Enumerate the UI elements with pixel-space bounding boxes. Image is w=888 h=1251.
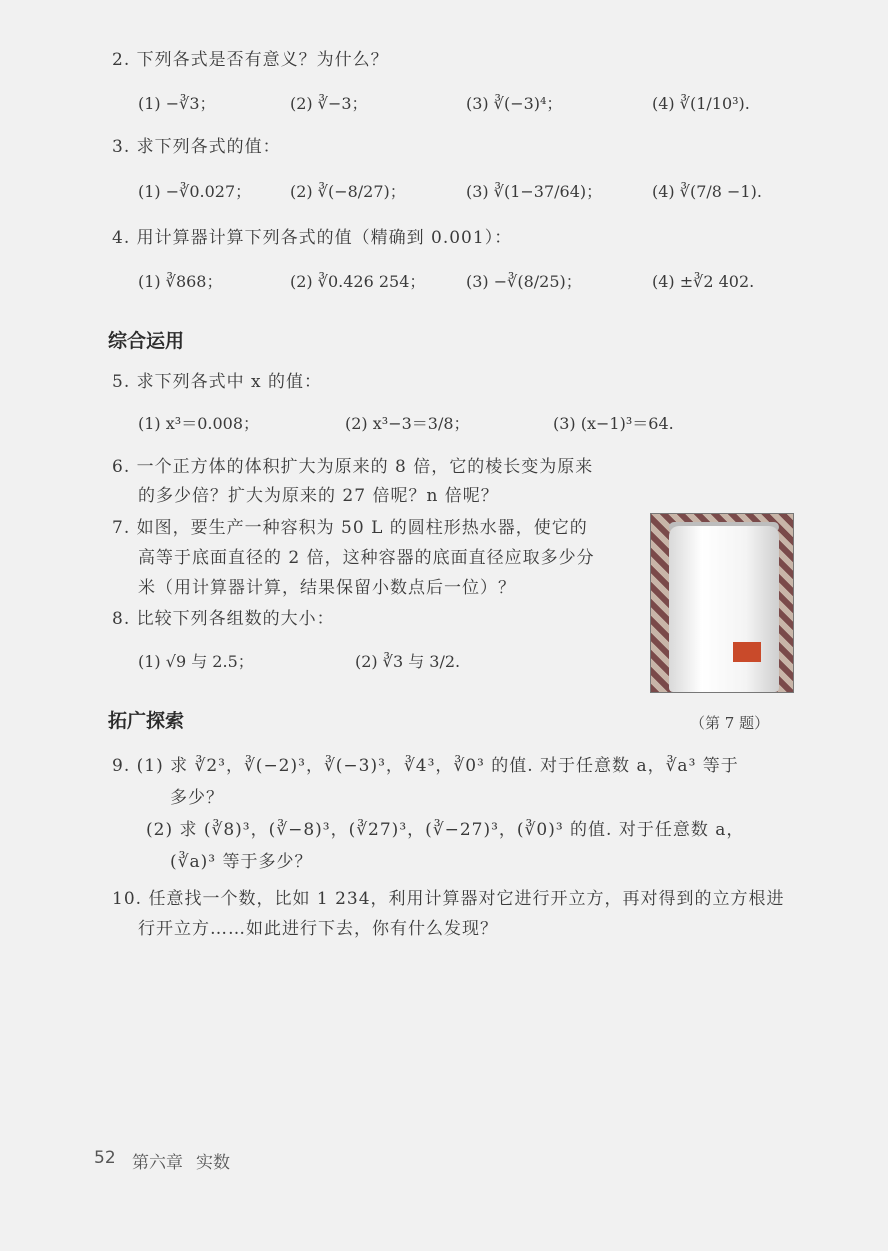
problem-2-item-1: (1) −∛3； bbox=[138, 94, 216, 113]
problem-5-item-2: (2) x³−3＝3/8； bbox=[345, 414, 470, 433]
problem-5-item-3: (3) (x−1)³＝64. bbox=[553, 414, 674, 433]
tank-label-shape bbox=[733, 642, 761, 662]
problem-7-line-1: 7. 如图，要生产一种容积为 50 L 的圆柱形热水器，使它的 bbox=[112, 518, 588, 538]
problem-10-line-2: 行开立方……如此进行下去，你有什么发现？ bbox=[138, 919, 498, 939]
problem-6-line-2: 的多少倍？扩大为原来的 27 倍呢？n 倍呢？ bbox=[138, 486, 499, 506]
problem-6-line-1: 6. 一个正方体的体积扩大为原来的 8 倍，它的棱长变为原来 bbox=[112, 457, 594, 477]
problem-3-item-1: (1) −∛0.027； bbox=[138, 182, 252, 201]
problem-5-item-1: (1) x³＝0.008； bbox=[138, 414, 259, 433]
problem-8-stem: 8. 比较下列各组数的大小： bbox=[112, 609, 335, 629]
problem-9-line-3: (2) 求 (∛8)³，(∛−8)³，(∛27)³，(∛−27)³，(∛0)³ 的值. 对于任意数 a， bbox=[146, 820, 745, 840]
problem-5-stem: 5. 求下列各式中 x 的值： bbox=[112, 372, 323, 392]
problem-8-item-1: (1) √9 与 2.5； bbox=[138, 652, 254, 671]
page-number: 52 bbox=[94, 1148, 116, 1168]
problem-2-item-3: (3) ∛(−3)⁴； bbox=[466, 94, 563, 113]
section-heading-explore: 拓广探索 bbox=[108, 710, 185, 732]
water-heater-image bbox=[650, 513, 794, 693]
problem-8-item-2: (2) ∛3 与 3/2. bbox=[355, 652, 461, 671]
section-heading-comprehensive: 综合运用 bbox=[108, 330, 185, 352]
problem-7-line-2: 高等于底面直径的 2 倍，这种容器的底面直径应取多少分 bbox=[138, 548, 595, 568]
problem-7-line-3: 米（用计算器计算，结果保留小数点后一位）？ bbox=[138, 578, 516, 598]
problem-10-line-1: 10. 任意找一个数，比如 1 234，利用计算器对它进行开立方，再对得到的立方根进 bbox=[112, 889, 785, 909]
problem-9-line-1: 9. (1) 求 ∛2³，∛(−2)³，∛(−3)³，∛4³，∛0³ 的值. 对于任意数 a，∛a³ 等于 bbox=[112, 756, 739, 776]
problem-4-item-2: (2) ∛0.426 254； bbox=[290, 272, 426, 291]
problem-9-line-2: 多少？ bbox=[170, 788, 224, 808]
problem-3-item-2: (2) ∛(−8/27)； bbox=[290, 182, 406, 201]
problem-2-item-2: (2) ∛−3； bbox=[290, 94, 368, 113]
problem-2-stem: 2. 下列各式是否有意义？为什么？ bbox=[112, 50, 389, 70]
problem-3-stem: 3. 求下列各式的值： bbox=[112, 137, 281, 157]
problem-4-stem: 4. 用计算器计算下列各式的值（精确到 0.001）： bbox=[112, 228, 513, 248]
problem-3-item-3: (3) ∛(1−37/64)； bbox=[466, 182, 603, 201]
problem-2-item-4: (4) ∛(1/10³). bbox=[652, 94, 750, 113]
problem-4-item-4: (4) ±∛2 402. bbox=[652, 272, 755, 291]
problem-9-line-4: (∛a)³ 等于多少？ bbox=[170, 852, 313, 872]
figure-caption: （第 7 题） bbox=[690, 714, 770, 732]
problem-4-item-1: (1) ∛868； bbox=[138, 272, 223, 291]
problem-3-item-4: (4) ∛(7/8 −1). bbox=[652, 182, 762, 201]
chapter-title: 实数 bbox=[196, 1153, 230, 1173]
chapter-label: 第六章 bbox=[132, 1153, 183, 1173]
tank-body-shape bbox=[669, 526, 779, 692]
problem-4-item-3: (3) −∛(8/25)； bbox=[466, 272, 582, 291]
